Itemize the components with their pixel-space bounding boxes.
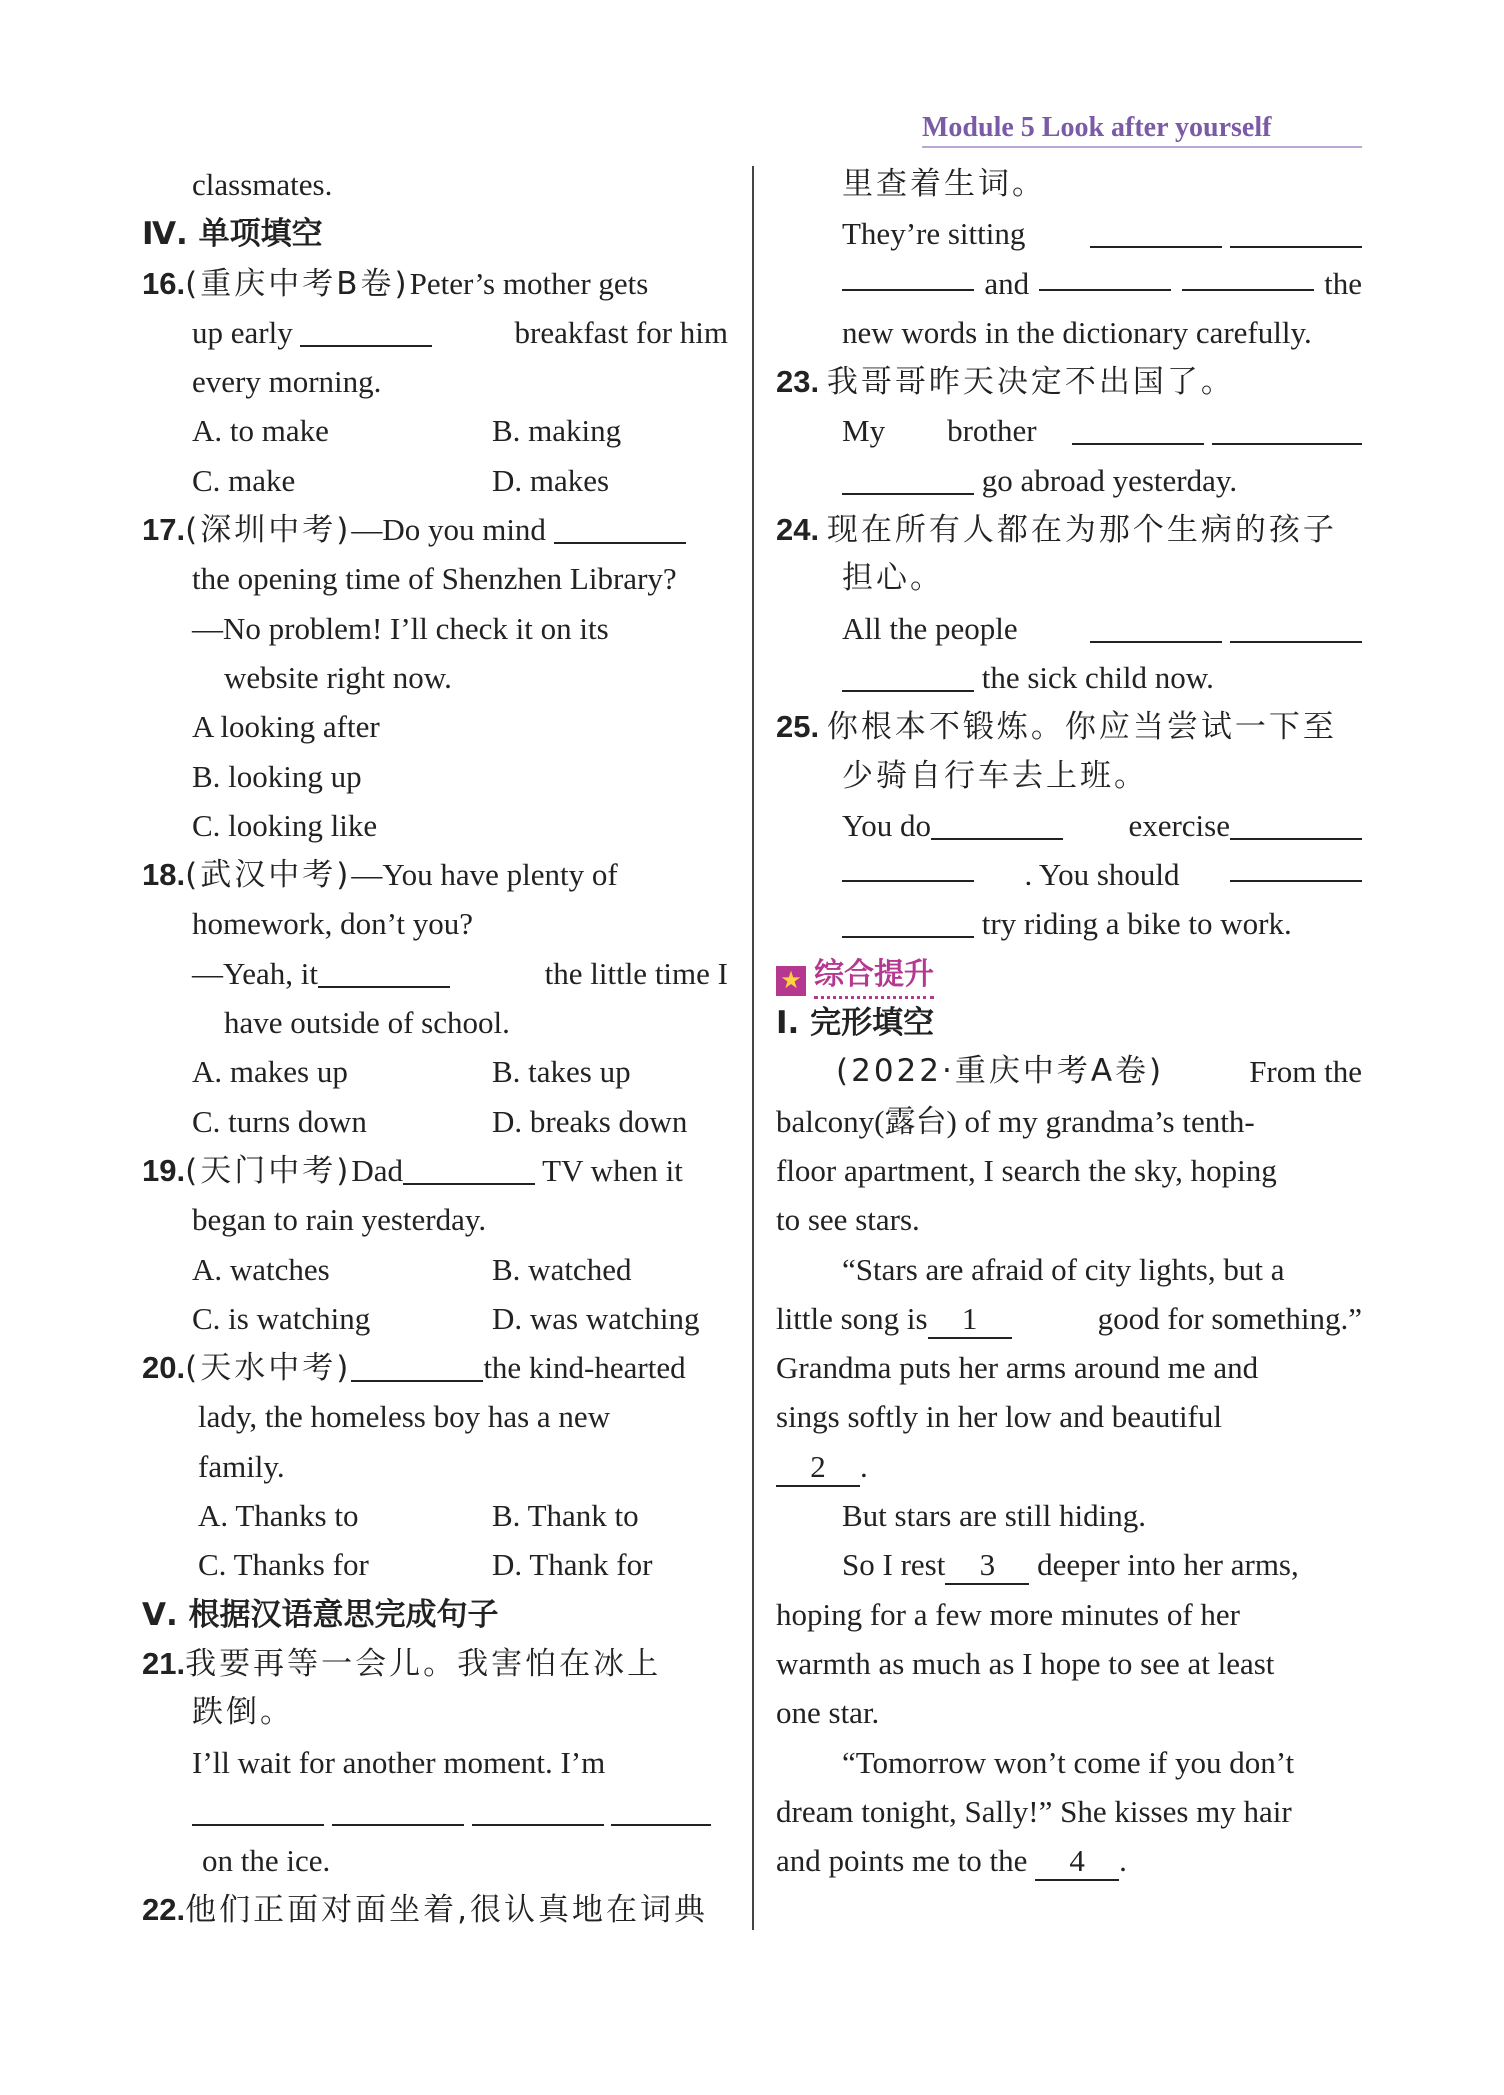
left-column xyxy=(142,160,728,1935)
option-b[interactable]: B. takes up xyxy=(492,1054,631,1090)
answer-blank[interactable] xyxy=(611,1794,711,1826)
option-b[interactable]: B. watched xyxy=(492,1251,632,1287)
text-line: Grandma puts her arms around me and xyxy=(776,1350,1259,1386)
option-a[interactable]: A. makes up xyxy=(192,1054,348,1090)
text-line: floor apartment, I search the sky, hoping xyxy=(776,1152,1277,1188)
text-line: But stars are still hiding. xyxy=(842,1498,1146,1534)
answer-blank[interactable] xyxy=(842,660,974,692)
text-line: hoping for a few more minutes of her xyxy=(776,1596,1241,1632)
text-line: to see stars. xyxy=(776,1202,920,1238)
option-a[interactable]: A. to make xyxy=(192,413,329,449)
feature-heading: ★ 综合提升 xyxy=(776,949,1362,998)
option-a[interactable]: A. Thanks to xyxy=(198,1498,359,1534)
options-row xyxy=(142,406,728,455)
text-line: My brother xyxy=(776,406,1362,455)
answer-blank[interactable] xyxy=(1090,216,1222,248)
text-line: and points me to the 4 . xyxy=(776,1836,1362,1885)
cloze-blank-1[interactable]: 1 xyxy=(928,1301,1012,1339)
header-underline xyxy=(922,146,1362,148)
text-line: classmates. xyxy=(192,167,333,202)
text-line: 2 . xyxy=(776,1442,1362,1491)
text-line: sings softly in her low and beautiful xyxy=(776,1399,1222,1435)
text-line: family. xyxy=(198,1448,285,1484)
text-line: on the ice. xyxy=(202,1843,331,1879)
option-c[interactable]: C. is watching xyxy=(192,1300,371,1336)
option-d[interactable]: D. breaks down xyxy=(492,1103,688,1139)
text-line: every morning. xyxy=(192,364,382,400)
answer-blank[interactable] xyxy=(1072,413,1204,445)
option-c[interactable]: C. Thanks for xyxy=(198,1547,369,1583)
answer-blank[interactable] xyxy=(842,906,974,938)
question-25: 25. 你根本不锻炼。你应当尝试一下至 xyxy=(776,709,1337,746)
text-line: . You should xyxy=(776,850,1362,899)
options-row xyxy=(142,1097,728,1146)
question-17: 17.(深圳中考)—Do you mind xyxy=(142,505,728,554)
text-line: warmth as much as I hope to see at least xyxy=(776,1645,1275,1681)
text-line: and the xyxy=(776,259,1362,308)
answer-blank[interactable] xyxy=(842,259,974,291)
option-c[interactable]: C. looking like xyxy=(192,807,378,843)
answer-blank[interactable] xyxy=(1212,413,1362,445)
text-line: 少骑自行车去上班。 xyxy=(842,757,1148,794)
answer-blank[interactable] xyxy=(403,1153,535,1185)
options-row xyxy=(142,456,728,505)
question-18: 18.(武汉中考)—You have plenty of xyxy=(142,857,618,894)
cloze-blank-4[interactable]: 4 xyxy=(1035,1843,1119,1881)
text-line: (2022·重庆中考A卷) From the xyxy=(836,1053,1362,1090)
answer-blank[interactable] xyxy=(842,850,974,882)
option-a[interactable]: A. watches xyxy=(192,1251,330,1287)
text-line: They’re sitting xyxy=(776,209,1362,258)
module-header: Module 5 Look after yourself xyxy=(922,112,1272,143)
question-20: 20.(天水中考) the kind-hearted xyxy=(142,1350,686,1387)
text-line: —Yeah, it the little time I xyxy=(192,955,728,991)
text-line: go abroad yesterday. xyxy=(776,456,1362,505)
text-line: the opening time of Shenzhen Library? xyxy=(192,561,677,597)
option-c[interactable]: C. turns down xyxy=(192,1103,367,1139)
text-line: —No problem! I’ll check it on its xyxy=(192,610,609,646)
answer-blanks-row xyxy=(142,1787,728,1836)
option-d[interactable]: D. was watching xyxy=(492,1300,700,1336)
text-line: the sick child now. xyxy=(776,653,1362,702)
answer-blank[interactable] xyxy=(1182,259,1314,291)
question-19: 19.(天门中考)Dad TV when it xyxy=(142,1152,683,1189)
answer-blank[interactable] xyxy=(1230,216,1362,248)
answer-blank[interactable] xyxy=(332,1794,464,1826)
options-row xyxy=(142,1294,728,1343)
answer-blank[interactable] xyxy=(1230,808,1362,840)
answer-blank[interactable] xyxy=(318,956,450,988)
answer-blank[interactable] xyxy=(1230,611,1362,643)
text-line: began to rain yesterday. xyxy=(192,1202,487,1238)
text-line: balcony(露台) of my grandma’s tenth- xyxy=(776,1103,1255,1139)
question-22: 22.他们正面对面坐着,很认真地在词典 xyxy=(142,1892,708,1929)
answer-blank[interactable] xyxy=(351,1350,483,1382)
text-line: “Stars are afraid of city lights, but a xyxy=(842,1251,1285,1287)
option-d[interactable]: D. makes xyxy=(492,462,610,498)
option-b[interactable]: B. making xyxy=(492,413,622,449)
answer-blank[interactable] xyxy=(554,512,686,544)
option-d[interactable]: D. Thank for xyxy=(492,1547,653,1583)
option-b[interactable]: B. looking up xyxy=(192,758,362,794)
question-24: 24. 现在所有人都在为那个生病的孩子 xyxy=(776,512,1337,549)
options-row xyxy=(142,1491,728,1540)
question-16: 16.(重庆中考B卷)Peter’s mother gets xyxy=(142,265,649,302)
cloze-blank-3[interactable]: 3 xyxy=(945,1547,1029,1585)
text-line: one star. xyxy=(776,1695,880,1731)
star-icon: ★ xyxy=(776,966,806,996)
text-line: try riding a bike to work. xyxy=(776,899,1362,948)
text-line: up early breakfast for him xyxy=(192,314,728,350)
section-title-v: Ⅴ. 根据汉语意思完成句子 xyxy=(142,1596,499,1633)
text-line: dream tonight, Sally!” She kisses my hair xyxy=(776,1793,1292,1829)
options-row xyxy=(142,1540,728,1589)
text-line: 担心。 xyxy=(842,560,944,597)
question-23: 23. 我哥哥昨天决定不出国了。 xyxy=(776,364,1235,401)
text-line: little song is 1 good for something.” xyxy=(776,1294,1362,1343)
text-line: All the people xyxy=(776,604,1362,653)
cloze-blank-2[interactable]: 2 xyxy=(776,1449,860,1487)
text-line: website right now. xyxy=(224,659,452,695)
text-line: 里查着生词。 xyxy=(842,166,1046,202)
question-21: 21.我要再等一会儿。我害怕在冰上 xyxy=(142,1645,662,1682)
text-line: new words in the dictionary carefully. xyxy=(842,314,1312,350)
text-line: 跌倒。 xyxy=(192,1694,294,1731)
text-line: “Tomorrow won’t come if you don’t xyxy=(842,1744,1295,1780)
answer-blank[interactable] xyxy=(300,315,432,347)
text-line: I’ll wait for another moment. I’m xyxy=(192,1744,606,1780)
option-b[interactable]: B. Thank to xyxy=(492,1498,639,1534)
answer-blank[interactable] xyxy=(472,1794,604,1826)
answer-blank[interactable] xyxy=(1039,259,1171,291)
right-column xyxy=(776,160,1362,1885)
option-c[interactable]: C. make xyxy=(192,462,296,498)
answer-blank[interactable] xyxy=(842,463,974,495)
option-a[interactable]: A looking after xyxy=(192,709,380,745)
text-line: lady, the homeless boy has a new xyxy=(198,1399,611,1435)
answer-blank[interactable] xyxy=(1090,611,1222,643)
text-line: You do exercise xyxy=(776,801,1362,850)
options-row xyxy=(142,1047,728,1096)
answer-blank[interactable] xyxy=(1230,850,1362,882)
text-line: have outside of school. xyxy=(224,1005,510,1041)
text-line: So I rest 3 deeper into her arms, xyxy=(776,1540,1362,1589)
text-line: homework, don’t you? xyxy=(192,906,473,942)
options-row xyxy=(142,1245,728,1294)
section-title-iv: Ⅳ. 单项填空 xyxy=(142,216,323,253)
answer-blank[interactable] xyxy=(931,808,1063,840)
section-title-i: Ⅰ. 完形填空 xyxy=(776,1005,935,1042)
answer-blank[interactable] xyxy=(192,1794,324,1826)
